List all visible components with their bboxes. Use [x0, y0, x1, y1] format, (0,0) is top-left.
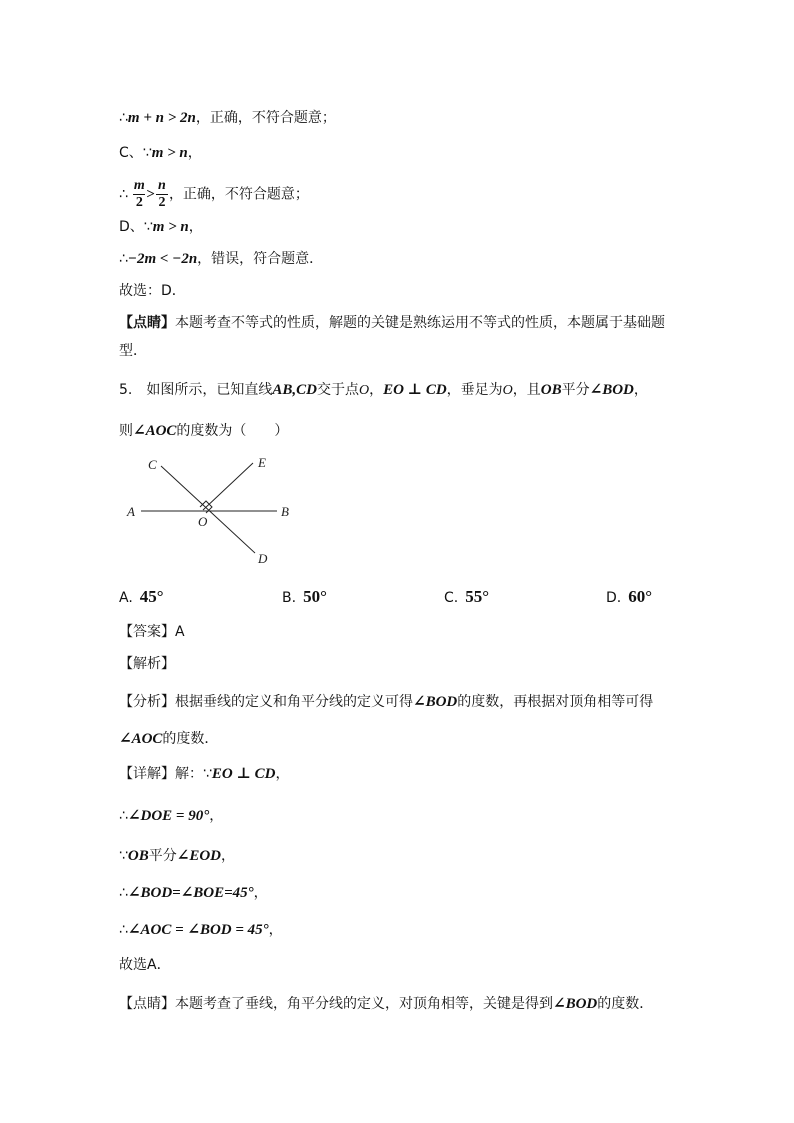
label-c: C	[148, 457, 157, 472]
label-a: A	[127, 504, 135, 519]
line-cd	[161, 466, 255, 553]
detail-line-2: ∴∠DOE = 90°，	[119, 808, 224, 824]
solution-line-1: ∴m + n > 2n，正确，不符合题意；	[119, 110, 336, 126]
option-d[interactable]: D. 60°	[606, 587, 653, 606]
detail-line-3: ∵OB平分∠EOD，	[119, 848, 236, 864]
answer-line: 【答案】A	[119, 624, 185, 640]
detail-line-4: ∴∠BOD=∠BOE=45°，	[119, 885, 268, 901]
label-o: O	[198, 514, 208, 529]
solution-line-5: ∴−2m < −2n，错误，符合题意．	[119, 251, 324, 267]
comment-line-2: 型．	[119, 343, 147, 359]
analysis-line-2: ∠AOC的度数．	[119, 731, 219, 747]
label-b: B	[281, 504, 289, 519]
analysis-heading: 【解析】	[119, 656, 175, 672]
option-b[interactable]: B. 50°	[282, 587, 327, 606]
analysis-line-1: 【分析】根据垂线的定义和角平分线的定义可得∠BOD的度数，再根据对顶角相等可得	[119, 694, 654, 710]
fraction-m-over-2: $\frac{m}{2}$	[133, 178, 145, 210]
option-a[interactable]: A. 45°	[119, 587, 164, 606]
solution-line-4: D、∵m > n，	[119, 219, 203, 235]
solution-choice: 故选：D．	[119, 283, 186, 299]
label-d: D	[258, 551, 268, 566]
option-c[interactable]: C. 55°	[444, 587, 490, 606]
solution-line-2: C、∵m > n，	[119, 145, 202, 161]
solution-line-3: ∴ $\frac{m}{2}$ > $\frac{n}{2}$ ，正确，不符合题意；	[119, 178, 309, 210]
comment-line-1: 【点睛】本题考查不等式的性质，解题的关键是熟练运用不等式的性质，本题属于基础题	[119, 315, 665, 331]
detail-choice: 故选A．	[119, 957, 171, 973]
geometry-figure	[119, 448, 299, 576]
detail-line-5: ∴∠AOC = ∠BOD = 45°，	[119, 922, 283, 938]
question-5-stem-2: 则∠AOC的度数为（ ）	[119, 423, 289, 439]
detail-line-1: 【详解】解：∵EO ⊥ CD，	[119, 766, 290, 782]
comment-line: 【点睛】本题考查了垂线，角平分线的定义，对顶角相等，关键是得到∠BOD的度数．	[119, 996, 654, 1012]
question-5-stem: 5. 如图所示，已知直线AB,CD交于点O，EO ⊥ CD，垂足为O，且OB平分∠BOD，	[119, 382, 648, 398]
fraction-n-over-2: $\frac{n}{2}$	[156, 178, 168, 211]
label-e: E	[258, 455, 266, 470]
ray-oe	[203, 463, 253, 510]
